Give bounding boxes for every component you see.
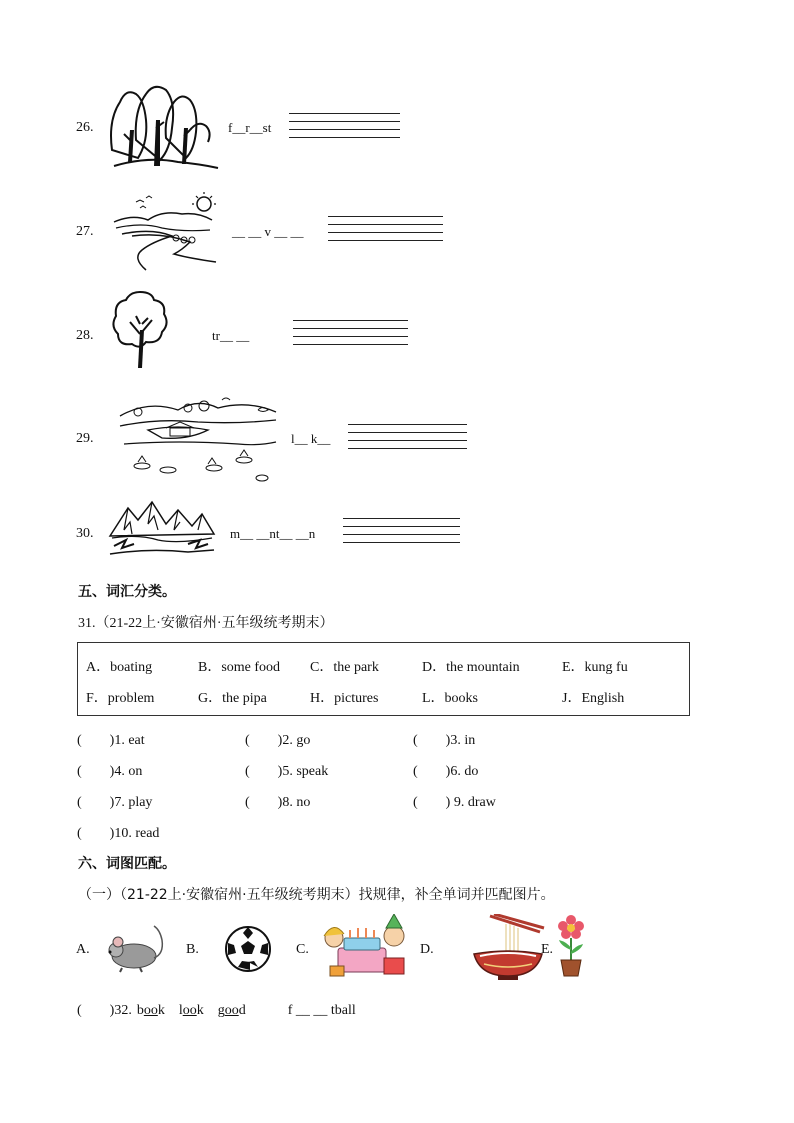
item-30-pattern: m__ __nt__ __n bbox=[230, 526, 316, 541]
pattern-word-3: good bbox=[217, 1003, 246, 1018]
option-j: J．English bbox=[562, 691, 625, 706]
item-30-number: 30. bbox=[76, 526, 94, 541]
option-b: B．some food bbox=[198, 660, 281, 675]
section5-heading: 五、词汇分类。 bbox=[78, 584, 176, 600]
item-29-number: 29. bbox=[76, 431, 94, 446]
question-32-prefix: ( )32. bbox=[77, 1003, 132, 1018]
item-28-writing-lines[interactable] bbox=[293, 320, 408, 352]
blank-2-go[interactable]: ( )2. go bbox=[245, 733, 311, 748]
blank-1-eat[interactable]: ( )1. eat bbox=[77, 733, 145, 748]
option-f: F．problem bbox=[86, 691, 155, 706]
river-icon bbox=[112, 192, 218, 274]
item-29-writing-lines[interactable] bbox=[348, 424, 467, 456]
item-27-pattern: __ __ v __ __ bbox=[232, 224, 304, 239]
tree-icon bbox=[110, 290, 172, 370]
option-l: L．books bbox=[422, 691, 478, 706]
forest-icon bbox=[108, 80, 220, 172]
picture-label-b: B. bbox=[186, 942, 199, 957]
picture-label-d: D. bbox=[420, 942, 434, 957]
option-d: D．the mountain bbox=[422, 660, 520, 675]
option-h: H．pictures bbox=[310, 691, 379, 706]
lake-icon bbox=[118, 396, 278, 486]
target-word[interactable]: f __ __ tball bbox=[287, 1003, 356, 1018]
noodles-icon bbox=[470, 914, 546, 982]
blank-5-speak[interactable]: ( )5. speak bbox=[245, 764, 329, 779]
blank-4-on[interactable]: ( )4. on bbox=[77, 764, 143, 779]
mountain-icon bbox=[108, 500, 216, 558]
flower-icon bbox=[553, 914, 589, 978]
blank-3-in[interactable]: ( )3. in bbox=[413, 733, 476, 748]
blank-8-no[interactable]: ( )8. no bbox=[245, 795, 311, 810]
item-26-pattern: f__r__st bbox=[228, 120, 272, 135]
birthday-party-icon bbox=[320, 914, 410, 980]
item-28-number: 28. bbox=[76, 328, 94, 343]
option-a: A．boating bbox=[86, 660, 153, 675]
blank-10-read[interactable]: ( )10. read bbox=[77, 826, 160, 841]
football-icon bbox=[224, 925, 272, 973]
blank-6-do[interactable]: ( )6. do bbox=[413, 764, 479, 779]
question-32[interactable] bbox=[77, 999, 356, 1019]
picture-label-c: C. bbox=[296, 942, 309, 957]
section6-heading: 六、词图匹配。 bbox=[78, 856, 176, 872]
question-31-source: 31.（21-22上·安徽宿州·五年级统考期末） bbox=[78, 616, 334, 631]
option-c: C．the park bbox=[310, 660, 379, 675]
blank-7-play[interactable]: ( )7. play bbox=[77, 795, 153, 810]
item-26-number: 26. bbox=[76, 120, 94, 135]
item-27-writing-lines[interactable] bbox=[328, 216, 443, 248]
item-29-pattern: l__ k__ bbox=[291, 431, 331, 446]
item-27-number: 27. bbox=[76, 224, 94, 239]
option-g: G．the pipa bbox=[198, 691, 267, 706]
pattern-word-1: book bbox=[136, 1003, 165, 1018]
picture-label-a: A. bbox=[76, 942, 90, 957]
item-26-writing-lines[interactable] bbox=[289, 113, 400, 145]
pattern-word-2: look bbox=[178, 1003, 204, 1018]
section6-subheading: （一）（21-22上·安徽宿州·五年级统考期末）找规律，补全单词并匹配图片。 bbox=[78, 887, 555, 903]
mouse-icon bbox=[104, 924, 168, 976]
picture-label-e: E. bbox=[541, 942, 554, 957]
item-30-writing-lines[interactable] bbox=[343, 518, 460, 550]
item-28-pattern: tr__ __ bbox=[212, 328, 250, 343]
blank-9-draw[interactable]: ( ) 9. draw bbox=[413, 795, 496, 810]
option-e: E．kung fu bbox=[562, 660, 628, 675]
